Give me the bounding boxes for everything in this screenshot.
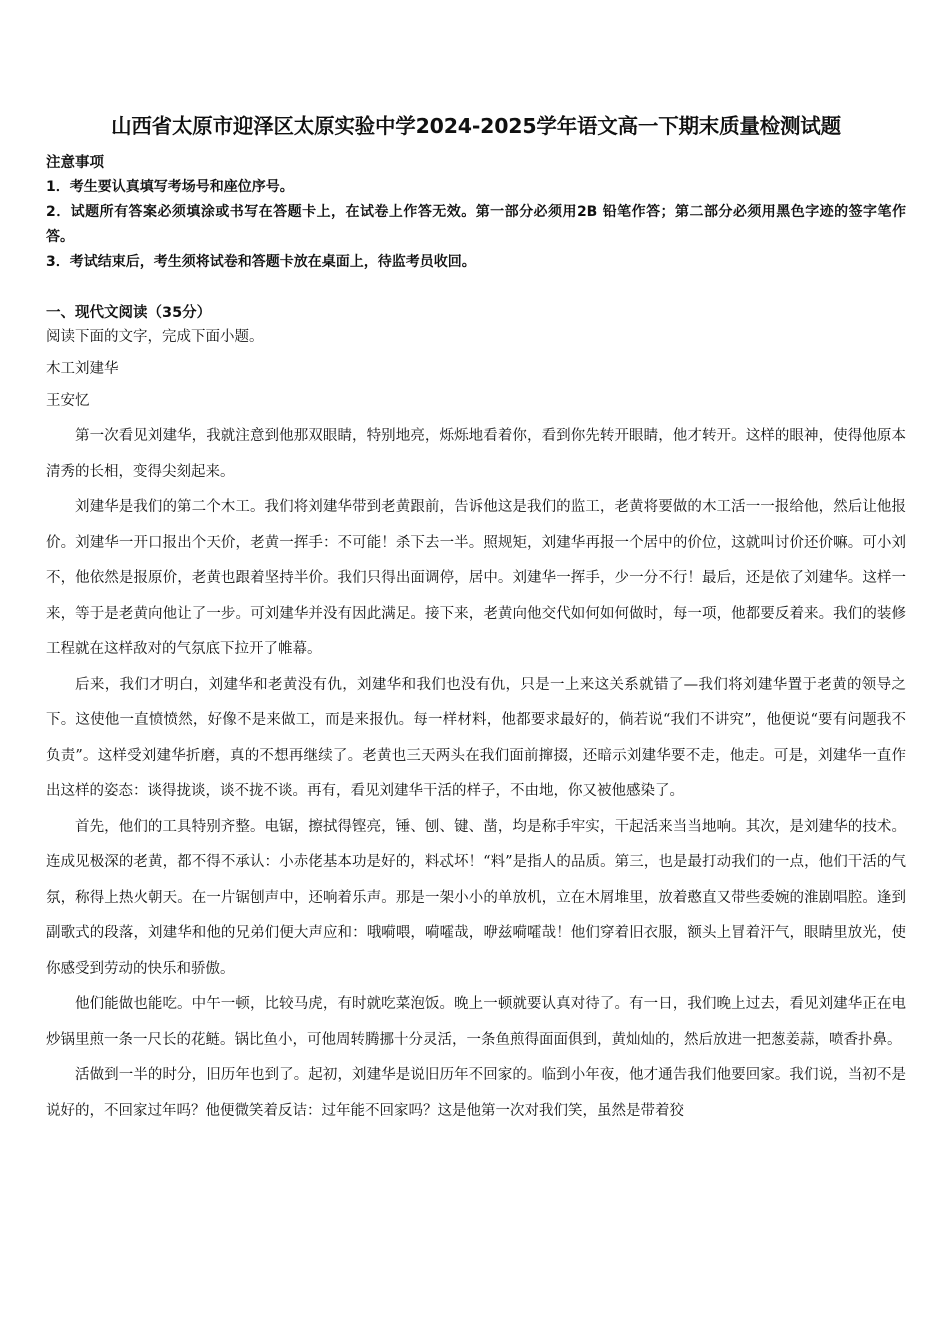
article-author: 王安忆 (46, 393, 90, 409)
article-paragraph: 活做到一半的时分，旧历年也到了。起初，刘建华是说旧历年不回家的。临到小年夜，他才通告我们他要回家。我们说，当初不是说好的，不回家过年吗？他便微笑着反诘：过年能不回家吗？这是他第一次对我们笑，虽然是带着狡 (46, 1067, 906, 1119)
exam-page (46, 112, 906, 1129)
notice-heading: 注意事项 (46, 155, 104, 171)
reading-section (46, 301, 906, 1129)
notice-item-3: 3．考试结束后，考生须将试卷和答题卡放在桌面上，待监考员收回。 (46, 254, 476, 270)
notice-item-2: 2．试题所有答案必须填涂或书写在答题卡上，在试卷上作答无效。第一部分必须用2B 铅笔作答；第二部分必须用黑色字迹的签字笔作答。 (46, 204, 906, 245)
section-heading: 一、现代文阅读（35分） (46, 305, 212, 321)
exam-title: 山西省太原市迎泽区太原实验中学2024-2025学年语文高一下期末质量检测试题 (111, 114, 841, 138)
section-instruction: 阅读下面的文字，完成下面小题。 (46, 329, 264, 345)
article-paragraph: 首先，他们的工具特别齐整。电锯，擦拭得铿亮，锤、刨、键、凿，均是称手牢实，干起活来当当地响。其次，是刘建华的技术。连成见极深的老黄，都不得不承认：小赤佬基本功是好的，料忒坏！“料”是指人的品质。第三，也是最打动我们的一点，他们干活的气氛，称得上热火朝天。在一片锯刨声中，还响着乐声。那是一架小小的单放机，立在木屑堆里，放着憨直又带些委婉的淮剧唱腔。逢到副歌式的段落，刘建华和他的兄弟们便大声应和：哦嗬喂，嗬嚯哉，咿兹嗬嚯哉！他们穿着旧衣服，额头上冒着汗气，眼睛里放光，使你感受到劳动的快乐和骄傲。 (46, 818, 906, 977)
article-paragraph: 第一次看见刘建华，我就注意到他那双眼睛，特别地亮，烁烁地看着你，看到你先转开眼睛，他才转开。这样的眼神，使得他原本清秀的长相，变得尖刻起来。 (46, 428, 906, 480)
article-title: 木工刘建华 (46, 361, 119, 377)
article-paragraph: 他们能做也能吃。中午一顿，比较马虎，有时就吃菜泡饭。晚上一顿就要认真对待了。有一日，我们晚上过去，看见刘建华正在电炒锅里煎一条一尺长的花鲢。锅比鱼小，可他周转腾挪十分灵活，一条鱼煎得面面俱到，黄灿灿的，然后放进一把葱姜蒜，喷香扑鼻。 (46, 996, 906, 1048)
notice-block (46, 152, 906, 275)
article-paragraph: 刘建华是我们的第二个木工。我们将刘建华带到老黄跟前，告诉他这是我们的监工，老黄将要做的木工活一一报给他，然后让他报价。刘建华一开口报出个天价，老黄一挥手：不可能！杀下去一半。照规矩，刘建华再报一个居中的价位，这就叫讨价还价嘛。可小刘不，他依然是报原价，老黄也跟着坚持半价。我们只得出面调停，居中。刘建华一挥手，少一分不行！最后，还是依了刘建华。这样一来，等于是老黄向他让了一步。可刘建华并没有因此满足。接下来，老黄向他交代如何如何做时，每一项，他都要反着来。我们的装修工程就在这样敌对的气氛底下拉开了帷幕。 (46, 499, 906, 657)
article-paragraph: 后来，我们才明白，刘建华和老黄没有仇，刘建华和我们也没有仇，只是一上来这关系就错了—我们将刘建华置于老黄的领导之下。这使他一直愤愤然，好像不是来做工，而是来报仇。每一样材料，他都要求最好的，倘若说“我们不讲究”，他便说“要有问题我不负责”。这样受刘建华折磨，真的不想再继续了。老黄也三天两头在我们面前撺掇，还暗示刘建华要不走，他走。可是，刘建华一直作出这样的姿态：谈得拢谈，谈不拢不谈。再有，看见刘建华干活的样子，不由地，你又被他感染了。 (46, 676, 906, 799)
notice-item-1: 1．考生要认真填写考场号和座位序号。 (46, 179, 294, 195)
